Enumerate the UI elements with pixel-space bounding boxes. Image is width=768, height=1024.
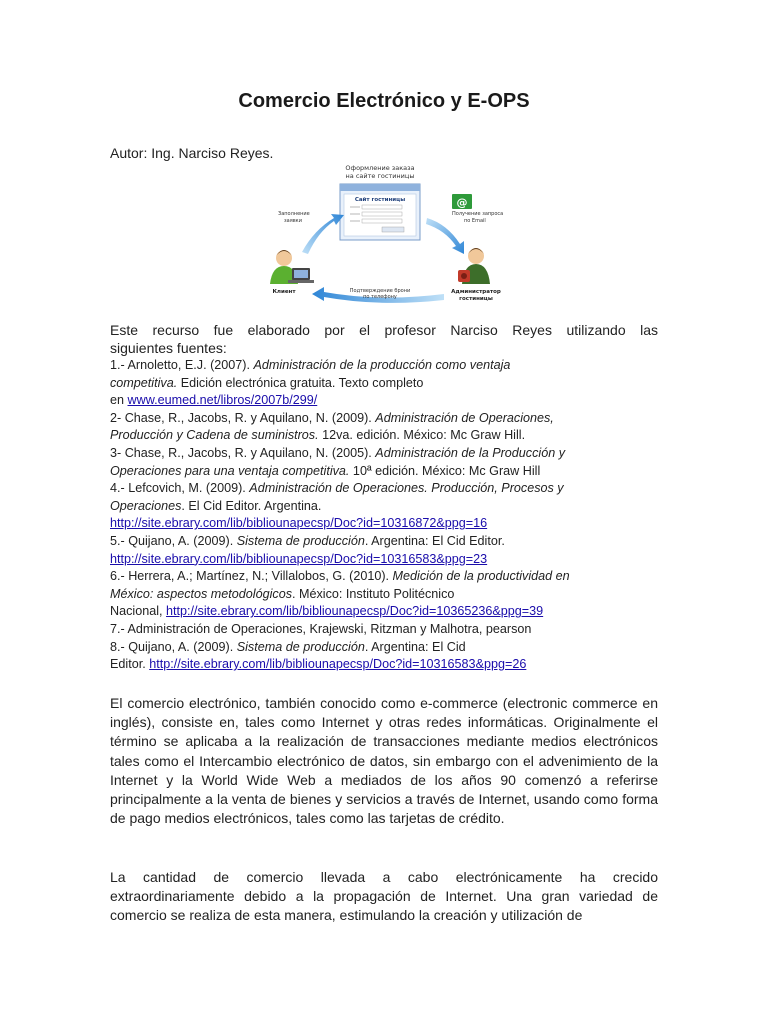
- bottom-label-1: Подтверждение брони: [349, 288, 411, 294]
- paragraph-ecommerce-growth: La cantidad de comercio llevada a cabo electrónicamente ha crecido extraordinariamente debido a la propagación de Internet. Una gran variedad de comercio se realiza de esta manera, estimulando la creación y utilización de: [110, 869, 658, 924]
- reference-2b: Producción y Cadena de suministros. 12va. edición. México: Mc Graw Hill.: [110, 428, 526, 443]
- left-label-1: Заполнение: [278, 211, 310, 217]
- reference-7: 7.- Administración de Operaciones, Krajewski, Ritzman y Malhotra, pearson: [110, 621, 532, 636]
- email-icon: [452, 194, 472, 209]
- arrow-site-to-admin: [426, 218, 464, 254]
- reference-5b: [110, 551, 658, 569]
- intro-line-1: Este recurso fue elaborado por el profesor Narciso Reyes utilizando las: [110, 322, 658, 338]
- reference-2a: 2- Chase, R., Jacobs, R. y Aquilano, N. (2009). Administración de Operaciones,: [110, 410, 554, 425]
- reference-4b: Operaciones. El Cid Editor. Argentina.: [110, 498, 322, 513]
- reference-6b: México: aspectos metodológicos. México: Instituto Politécnico: [110, 586, 455, 601]
- right-label-2: по Email: [464, 218, 486, 224]
- link-ebrary-10316872[interactable]: http://site.ebrary.com/lib/bibliounapecsp/Doc?id=10316872&ppg=16: [110, 516, 488, 531]
- intro-line-2: siguientes fuentes:: [110, 340, 227, 356]
- reference-8a: 8.- Quijano, A. (2009). Sistema de producción. Argentina: El Cid: [110, 639, 466, 654]
- link-ebrary-10365236[interactable]: http://site.ebrary.com/lib/bibliounapecsp/Doc?id=10365236&ppg=39: [166, 604, 544, 619]
- reference-6a: 6.- Herrera, A.; Martínez, N.; Villalobos, G. (2010). Medición de la productividad en: [110, 569, 570, 584]
- figure-top-caption-1: Оформление заказа: [345, 164, 415, 172]
- reference-5a: 5.- Quijano, A. (2009). Sistema de producción. Argentina: El Cid Editor.: [110, 533, 505, 548]
- hotel-booking-diagram: [262, 160, 512, 310]
- arrow-client-to-site: [302, 214, 344, 254]
- figure-top-caption-2: на сайте гостиницы: [345, 172, 415, 180]
- link-ebrary-10316583-26[interactable]: http://site.ebrary.com/lib/bibliounapecsp/Doc?id=10316583&ppg=26: [149, 657, 527, 672]
- window-title: Сайт гостиницы: [354, 197, 406, 203]
- bottom-label-2: по телефону: [363, 294, 397, 300]
- reference-4a: 4.- Lefcovich, M. (2009). Administración de Operaciones. Producción, Procesos y: [110, 481, 564, 496]
- reference-4c: [110, 515, 658, 533]
- admin-label-1: Администратор: [451, 289, 501, 295]
- paragraph-ecommerce-definition: El comercio electrónico, también conocido como e-commerce (electronic commerce en inglés), consiste en, tales como Internet y otras redes informáticas. Originalmente el término se aplicaba a la realización de transacciones mediante medios electrónicos tales como el Intercambio electrónico de datos, sin embargo con el advenimiento de la Internet y la World Wide Web a mediados de los años 90 comenzó a referirse principalmente a la venta de bienes y servicios a través de Internet, usando como forma de pago medios electrónicos, tales como las tarjetas de crédito.: [110, 695, 658, 827]
- reference-3a: 3- Chase, R., Jacobs, R. y Aquilano, N. (2005). Administración de la Producción y: [110, 445, 565, 460]
- link-eumed[interactable]: www.eumed.net/libros/2007b/299/: [127, 393, 318, 408]
- right-label-1: Получение запроса: [452, 211, 504, 217]
- reference-6c: Nacional, http://site.ebrary.com/lib/bibliounapecsp/Doc?id=10365236&ppg=39: [110, 604, 544, 619]
- reference-1a: 1.- Arnoletto, E.J. (2007). Administración de la producción como ventaja: [110, 358, 511, 372]
- client-person-icon: [270, 250, 314, 284]
- author-line: Autor: Ing. Narciso Reyes.: [110, 145, 274, 161]
- link-ebrary-10316583-23[interactable]: http://site.ebrary.com/lib/bibliounapecsp/Doc?id=10316583&ppg=23: [110, 551, 488, 566]
- sources-section: [110, 321, 658, 674]
- admin-label-2: гостиницы: [459, 296, 493, 302]
- reference-8b: Editor. http://site.ebrary.com/lib/bibliounapecsp/Doc?id=10316583&ppg=26: [110, 657, 527, 672]
- website-window-icon: [340, 184, 420, 240]
- reference-3b: Operaciones para una ventaja competitiva. 10ª edición. México: Mc Graw Hill: [110, 463, 541, 478]
- left-label-2: заявки: [284, 218, 302, 224]
- reference-1c: en www.eumed.net/libros/2007b/299/: [110, 393, 318, 408]
- reference-1b: competitiva. Edición electrónica gratuita. Texto completo: [110, 375, 424, 390]
- page-title: Comercio Electrónico y E-OPS: [238, 90, 530, 112]
- email-symbol: @: [456, 196, 468, 209]
- client-label: Клиент: [272, 289, 296, 295]
